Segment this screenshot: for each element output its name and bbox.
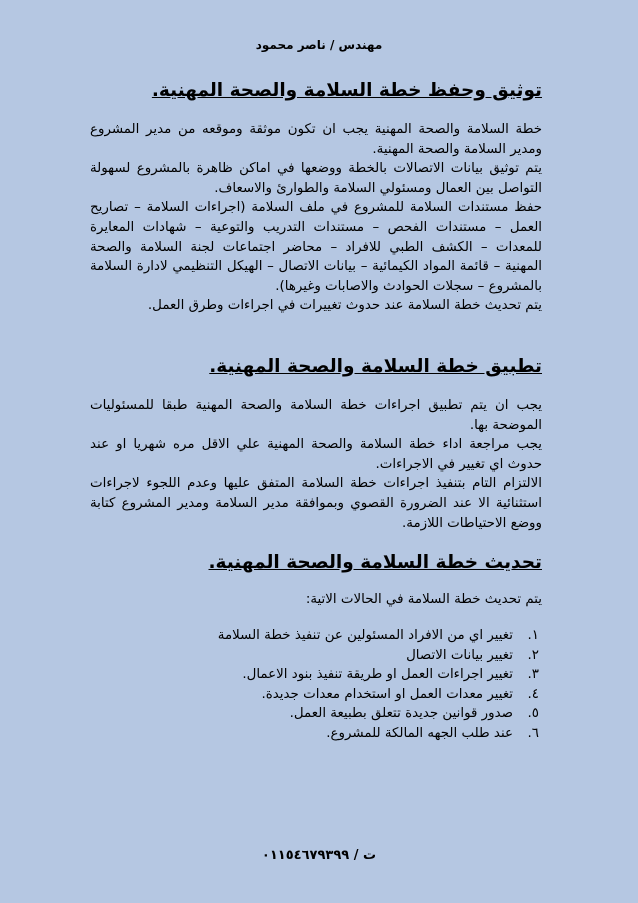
list-item bbox=[90, 724, 542, 744]
list-item bbox=[90, 704, 542, 724]
section-body-documentation bbox=[90, 120, 542, 316]
list-item-number: ٦. bbox=[527, 725, 539, 741]
paragraph: خطة السلامة والصحة المهنية يجب ان تكون موثقة وموقعه من مدير المشروع ومدير السلامة والصحة المهنية. bbox=[90, 122, 542, 157]
list-item-text: صدور قوانين جديدة تتعلق بطبيعة العمل. bbox=[289, 706, 513, 722]
list-item-number: ٢. bbox=[527, 647, 539, 663]
list-item-text: تغيير اجراءات العمل او طريقة تنفيذ بنود الاعمال. bbox=[242, 667, 513, 683]
paragraph: يتم تحديث خطة السلامة عند حدوث تغييرات في اجراءات وطرق العمل. bbox=[147, 298, 542, 314]
update-conditions-list bbox=[90, 626, 542, 744]
list-item-text: عند طلب الجهه المالكة للمشروع. bbox=[326, 725, 513, 741]
list-item bbox=[90, 665, 542, 685]
list-item bbox=[90, 626, 542, 646]
paragraph: يجب مراجعة اداء خطة السلامة والصحة المهنية علي الاقل مره شهريا او عند حدوث اي تغيير في الاجراءات. bbox=[90, 437, 542, 472]
section-body-implementation bbox=[90, 396, 542, 533]
section-title-documentation: توثيق وحفظ خطة السلامة والصحة المهنية. bbox=[151, 80, 542, 101]
list-item-text: تغيير معدات العمل او استخدام معدات جديدة. bbox=[261, 686, 513, 702]
paragraph: يتم توثيق بيانات الاتصالات بالخطة ووضعها في اماكن ظاهرة بالمشروع لسهولة التواصل بين العمال ومسئولي السلامة والطوارئ والاسعاف. bbox=[90, 161, 542, 196]
paragraph: الالتزام التام بتنفيذ اجراءات خطة السلامة المتفق عليها وعدم اللجوء لاجراءات استثنائية الا عند الضرورة القصوي وبموافقة مدير السلامة ومدير المشروع كتابة ووضع الاحتياطات اللازمة. bbox=[90, 476, 542, 531]
section-title-implementation: تطبيق خطة السلامة والصحة المهنية. bbox=[209, 356, 542, 377]
list-item-number: ١. bbox=[527, 628, 539, 643]
paragraph: يتم تحديث خطة السلامة في الحالات الاتية: bbox=[305, 592, 542, 607]
author-header: مهندس / ناصر محمود bbox=[255, 38, 383, 52]
list-item bbox=[90, 685, 542, 705]
paragraph: يجب ان يتم تطبيق اجراءات خطة السلامة والصحة المهنية طبقا للمسئوليات الموضحة بها. bbox=[90, 398, 542, 433]
section-intro-update bbox=[90, 590, 542, 610]
list-item-text: تغيير بيانات الاتصال bbox=[406, 647, 513, 663]
list-item-number: ٣. bbox=[527, 667, 539, 683]
list-item-text: تغيير اي من الافراد المسئولين عن تنفيذ خطة السلامة bbox=[217, 628, 513, 643]
list-item-number: ٤. bbox=[527, 686, 539, 702]
list-item-number: ٥. bbox=[527, 706, 539, 722]
section-title-update: تحديث خطة السلامة والصحة المهنية. bbox=[208, 552, 542, 573]
contact-phone: ت / ٠١١٥٤٦٧٩٣٩٩ bbox=[261, 848, 377, 863]
paragraph: حفظ مستندات السلامة للمشروع في ملف السلامة (اجراءات السلامة – تصاريح العمل – مستندات الفحص – مستندات التدريب والتوعية – شهادات المعايرة للمعدات – الكشف الطبي للافراد – محاضر اجتماعات لجنة السلامة والصحة المهنية – قائمة المواد الكيمائية – بيانات الاتصال – الهيكل التنظيمي لادارة السلامة بالمشروع – سجلات الحوادث والاصابات وغيرها). bbox=[90, 200, 542, 294]
list-item bbox=[90, 646, 542, 666]
